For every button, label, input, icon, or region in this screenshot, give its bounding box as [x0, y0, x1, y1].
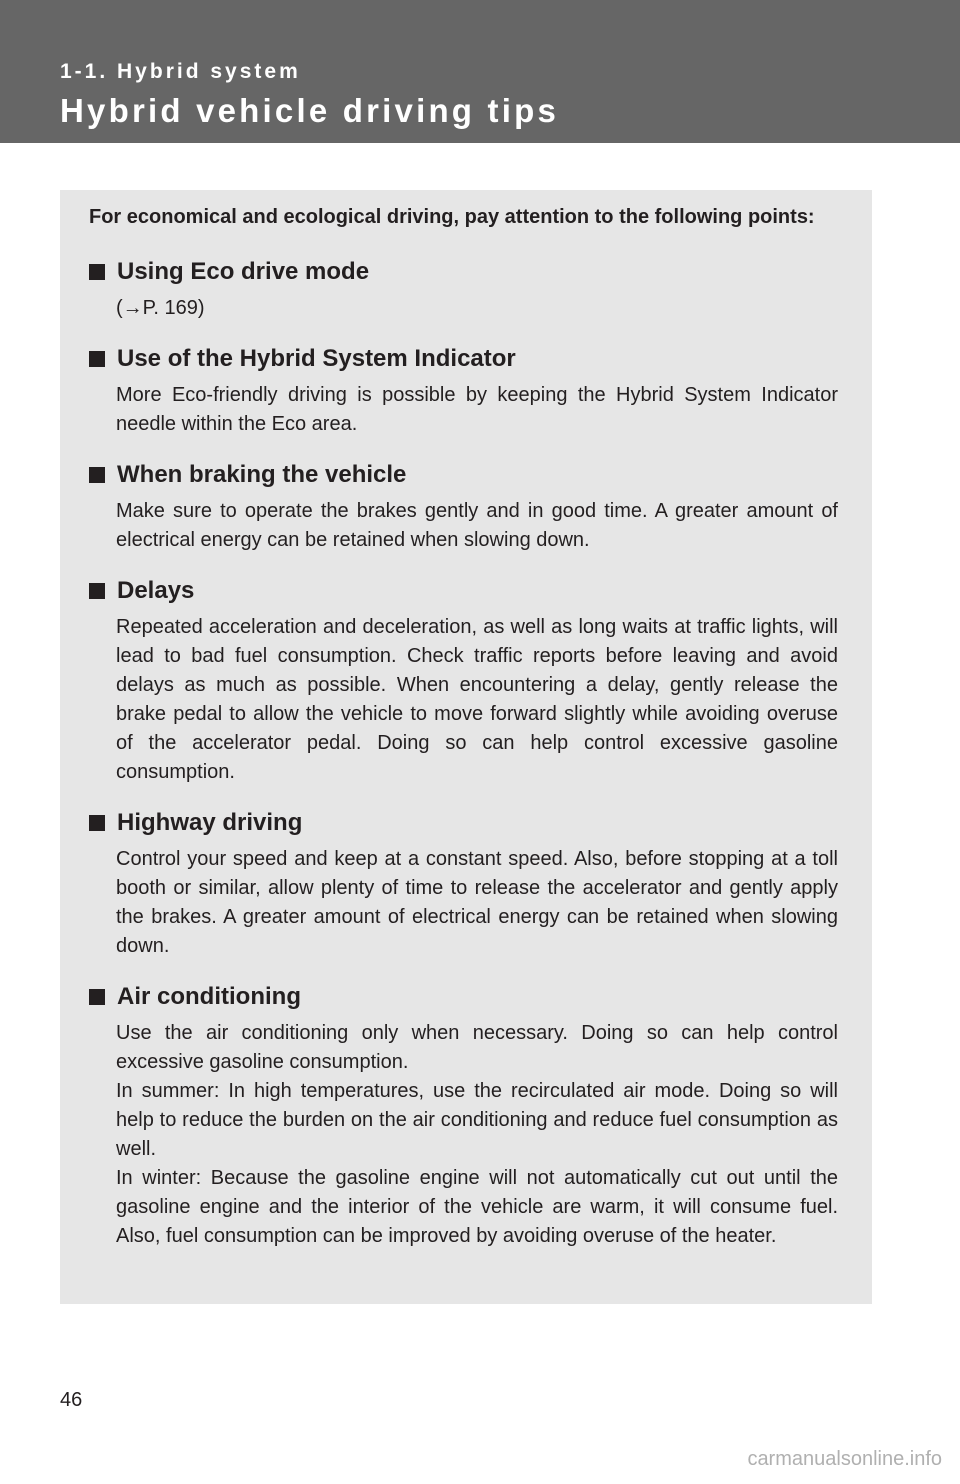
tip-air-conditioning	[89, 979, 838, 1251]
tip-paragraph: In winter: Because the gasoline engine will not automatically cut out until the gasoline engine and the interior of the vehicle are warm, it will consume fuel. Also, fuel consumption can be improved by avoiding overuse of the heater.	[116, 1167, 838, 1247]
tip-delays	[89, 573, 838, 787]
tip-heading-label: Highway driving	[117, 809, 303, 836]
square-bullet-icon	[89, 264, 105, 280]
square-bullet-icon	[89, 467, 105, 483]
tip-hybrid-system-indicator	[89, 341, 838, 439]
tip-heading	[89, 805, 838, 841]
page-header	[0, 0, 960, 143]
tip-heading	[89, 254, 838, 290]
square-bullet-icon	[89, 989, 105, 1005]
tip-paragraph: Use the air conditioning only when necessary. Doing so can help control excessive gasoline consumption.	[116, 1022, 838, 1073]
tip-heading	[89, 979, 838, 1015]
tip-heading-label: When braking the vehicle	[117, 461, 407, 488]
tip-eco-drive-mode	[89, 254, 838, 323]
watermark: carmanualsonline.info	[747, 1448, 942, 1470]
page-number: 46	[60, 1389, 83, 1411]
tip-heading-label: Delays	[117, 577, 195, 604]
page-reference-link[interactable]: (→P. 169)	[116, 297, 205, 319]
tip-heading-label: Use of the Hybrid System Indicator	[117, 345, 516, 372]
driving-tips-box	[60, 190, 872, 1304]
intro-text: For economical and ecological driving, pay attention to the following points:	[89, 206, 815, 228]
section-label: 1-1. Hybrid system	[60, 60, 301, 83]
tip-heading	[89, 573, 838, 609]
tip-paragraph: More Eco-friendly driving is possible by keeping the Hybrid System Indicator needle within the Eco area.	[116, 384, 838, 435]
tip-body	[116, 845, 838, 961]
tip-paragraph: Repeated acceleration and deceleration, as well as long waits at traffic lights, will lead to bad fuel consumption. Check traffic reports before leaving and avoid delays as much as possible. When encountering a delay, gently release the brake pedal to allow the vehicle to move forward slightly while avoiding overuse of the accelerator pedal. Doing so can help control excessive gasoline consumption.	[116, 616, 838, 783]
square-bullet-icon	[89, 351, 105, 367]
tip-body	[116, 613, 838, 787]
tip-heading	[89, 341, 838, 377]
tip-paragraph: Make sure to operate the brakes gently and in good time. A greater amount of electrical energy can be retained when slowing down.	[116, 500, 838, 551]
tip-heading-label: Air conditioning	[117, 983, 301, 1010]
page-title: Hybrid vehicle driving tips	[60, 92, 559, 129]
tip-body	[116, 1019, 838, 1251]
tip-highway-driving	[89, 805, 838, 961]
tip-body	[116, 294, 838, 323]
tip-heading-label: Using Eco drive mode	[117, 258, 370, 285]
tip-paragraph: In summer: In high temperatures, use the recirculated air mode. Doing so will help to reduce the burden on the air conditioning and reduce fuel consumption as well.	[116, 1080, 838, 1160]
tip-body	[116, 381, 838, 439]
tip-heading	[89, 457, 838, 493]
tip-braking	[89, 457, 838, 555]
tip-body	[116, 497, 838, 555]
tip-paragraph: Control your speed and keep at a constant speed. Also, before stopping at a toll booth or similar, allow plenty of time to release the accelerator and gently apply the brakes. A greater amount of electrical energy can be retained when slowing down.	[116, 848, 838, 957]
square-bullet-icon	[89, 583, 105, 599]
square-bullet-icon	[89, 815, 105, 831]
